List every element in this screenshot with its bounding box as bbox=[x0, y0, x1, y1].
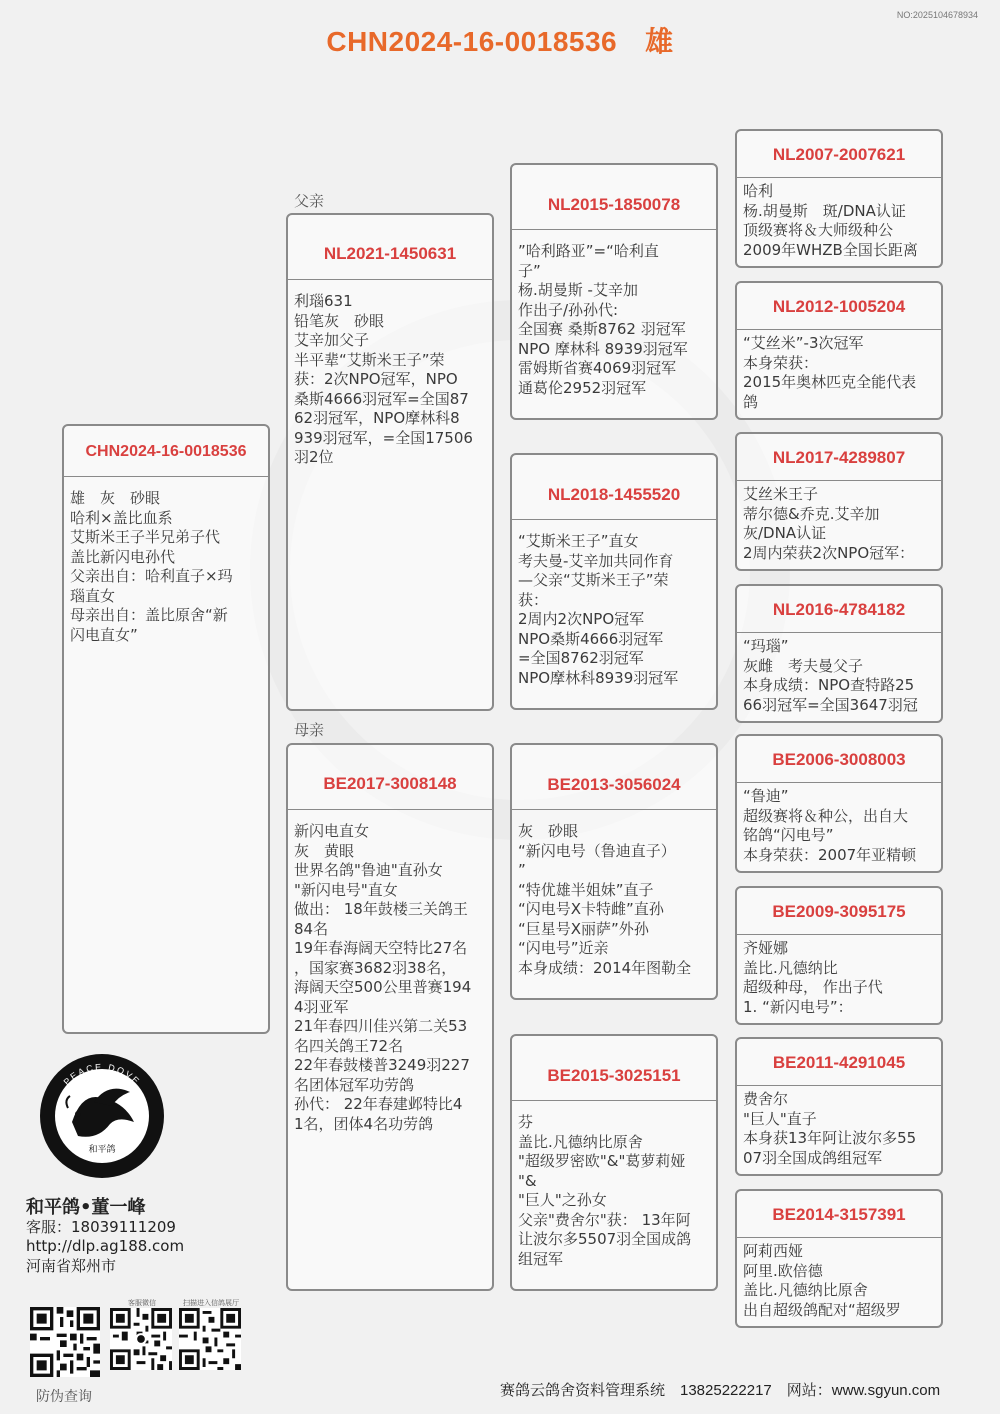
paternal-grandsire-text: ”哈利路亚”=“哈利直 子” 杨.胡曼斯 -艾辛加 作出子/孙孙代: 全国赛 桑斯8762 羽冠军 NPO 摩林科 8939羽冠军 雷姆斯省赛4069羽冠军 通葛伦2952羽冠军 bbox=[518, 242, 688, 397]
exhibition-qr-code[interactable] bbox=[179, 1308, 241, 1370]
qr-label-service-wechat: 客服微信 bbox=[128, 1299, 156, 1307]
ggp-mff-ring: BE2006-3008003 bbox=[737, 736, 941, 783]
ggp-mmm-card bbox=[735, 1189, 943, 1328]
father-card bbox=[286, 213, 494, 711]
paternal-granddam-ring: NL2018-1455520 bbox=[512, 455, 716, 520]
maternal-grandsire-ring: BE2013-3056024 bbox=[512, 745, 716, 810]
mother-card bbox=[286, 743, 494, 1291]
ggp-mfm-text: 齐娅娜 盖比.凡德纳比 超级种母， 作出子代 1. “新闪电号”： bbox=[743, 939, 883, 1016]
ggp-mfm-card bbox=[735, 886, 943, 1025]
ggp-fmf-ring: NL2017-4289807 bbox=[737, 434, 941, 481]
father-text: 利瑙631 铅笔灰 砂眼 艾辛加父子 半平辈“艾斯米王子”荣 获：2次NPO冠军，NPO 桑斯4666羽冠军=全国87 62羽冠军，NPO摩林科8 939羽冠军，=全国17506 羽2位 bbox=[294, 292, 473, 466]
owner-url[interactable]: http://dlp.ag188.com bbox=[26, 1237, 185, 1255]
mother-text: 新闪电直女 灰 黄眼 世界名鸽"鲁迪"直孙女 "新闪电号"直女 做出： 18年鼓楼三关鸽王 84名 19年春海阔天空特比27名 ，国家赛3682羽38名， 海阔天空500公里普赛194 4羽亚军 21年春四川佳兴第二关53 名四关鸽王72名 22年春鼓楼普3249羽227 名团体冠军功劳鸽 孙代： 22年春建邺特比4 1名，团体4名功劳鸽 bbox=[294, 822, 472, 1133]
verify-qr-code[interactable] bbox=[30, 1307, 100, 1377]
subject-card bbox=[62, 424, 270, 1034]
mother-label: 母亲 bbox=[294, 721, 325, 739]
peace-dove-logo bbox=[38, 1052, 166, 1180]
page-title bbox=[0, 20, 1000, 60]
ggp-fmm-text: “玛瑙” 灰雌 考夫曼父子 本身成绩：NPO查特路25 66羽冠军=全国3647羽冠 bbox=[743, 637, 918, 714]
owner-info bbox=[26, 1198, 184, 1276]
owner-service-phone: 客服：18039111209 bbox=[26, 1217, 176, 1236]
ggp-fff-card bbox=[735, 129, 943, 268]
owner-address: 河南省郑州市 bbox=[26, 1256, 117, 1275]
father-label: 父亲 bbox=[294, 192, 325, 210]
paternal-granddam-card bbox=[510, 453, 718, 710]
ggp-mmm-ring: BE2014-3157391 bbox=[737, 1191, 941, 1238]
maternal-granddam-text: 芬 盖比.凡德纳比原舍 "超级罗密欧"&"葛萝莉娅 "& "巨人"之孙女 父亲"费舍尔"获： 13年阿 让波尔多5507羽全国成鸽 组冠军 bbox=[518, 1113, 692, 1268]
qr-label-exhibition: 扫描进入信鸽展厅 bbox=[183, 1299, 239, 1307]
maternal-granddam-card bbox=[510, 1034, 718, 1291]
ggp-mff-card bbox=[735, 734, 943, 873]
mother-ring: BE2017-3008148 bbox=[288, 745, 492, 810]
owner-name: 和平鸽•董一峰 bbox=[26, 1197, 146, 1218]
ggp-mmf-card bbox=[735, 1037, 943, 1176]
ggp-mmf-text: 费舍尔 "巨人"直子 本身获13年阿让波尔多55 07羽全国成鸽组冠军 bbox=[743, 1090, 917, 1167]
ggp-fmf-card bbox=[735, 432, 943, 571]
title-sex: 雄 bbox=[645, 26, 674, 57]
subject-text: 雄 灰 砂眼 哈利×盖比血系 艾斯米王子半兄弟子代 盖比新闪电孙代 父亲出自：哈利直子×玛 瑙直女 母亲出自：盖比原舍“新 闪电直女” bbox=[70, 489, 233, 644]
subject-ring: CHN2024-16-0018536 bbox=[64, 426, 268, 477]
ggp-fmf-text: 艾丝米王子 蒂尔德&乔克.艾辛加 灰/DNA认证 2周内荣获2次NPO冠军： bbox=[743, 485, 915, 562]
ggp-ffm-card bbox=[735, 281, 943, 420]
title-ring-number: CHN2024-16-0018536 bbox=[326, 26, 618, 57]
ggp-mff-text: “鲁迪” 超级赛将＆种公，出自大 铭鸽“闪电号” 本身荣获：2007年亚精顿 bbox=[743, 787, 917, 864]
maternal-grandsire-card bbox=[510, 743, 718, 1000]
logo-mark-text: 和平鸽 bbox=[88, 1145, 116, 1155]
maternal-granddam-ring: BE2015-3025151 bbox=[512, 1036, 716, 1101]
ggp-fmm-ring: NL2016-4784182 bbox=[737, 586, 941, 633]
paternal-granddam-text: “艾斯米王子”直女 考夫曼-艾辛加共同作育 —父亲“艾斯米王子”荣 获： 2周内2次NPO冠军 NPO桑斯4666羽冠军 =全国8762羽冠军 NPO摩林科8939羽冠军 bbox=[518, 532, 679, 687]
ggp-fmm-card bbox=[735, 584, 943, 723]
paternal-grandsire-ring: NL2015-1850078 bbox=[512, 165, 716, 230]
footer-system-info: 赛鸽云鸽舍资料管理系统 13825222217 网站：www.sgyun.com bbox=[500, 1382, 941, 1399]
ggp-ffm-ring: NL2012-1005204 bbox=[737, 283, 941, 330]
ggp-fff-text: 哈利 杨.胡曼斯 斑/DNA认证 顶级赛将＆大师级种公 2009年WHZB全国长距离 bbox=[743, 182, 918, 259]
ggp-mfm-ring: BE2009-3095175 bbox=[737, 888, 941, 935]
ggp-fff-ring: NL2007-2007621 bbox=[737, 131, 941, 178]
father-ring: NL2021-1450631 bbox=[288, 215, 492, 280]
ggp-mmf-ring: BE2011-4291045 bbox=[737, 1039, 941, 1086]
document-number: NO:2025104678934 bbox=[896, 10, 978, 20]
ggp-ffm-text: “艾丝米”-3次冠军 本身荣获： 2015年奥林匹克全能代表 鸽 bbox=[743, 334, 917, 411]
verify-label: 防伪查询 bbox=[36, 1389, 92, 1405]
ggp-mmm-text: 阿莉西娅 阿里.欧倍德 盖比.凡德纳比原舍 出自超级鸽配对“超级罗 bbox=[743, 1242, 901, 1319]
service-wechat-qr-code[interactable] bbox=[110, 1308, 172, 1370]
paternal-grandsire-card bbox=[510, 163, 718, 420]
logo-ring-text: PEACE DOVE bbox=[61, 1061, 143, 1088]
maternal-grandsire-text: 灰 砂眼 “新闪电号（鲁迪直子） ” “特优雄半姐妹”直子 “闪电号X卡特雌”直孙 “巨星号X丽萨”外孙 “闪电号”近亲 本身成绩：2014年图勒全 bbox=[518, 822, 692, 977]
